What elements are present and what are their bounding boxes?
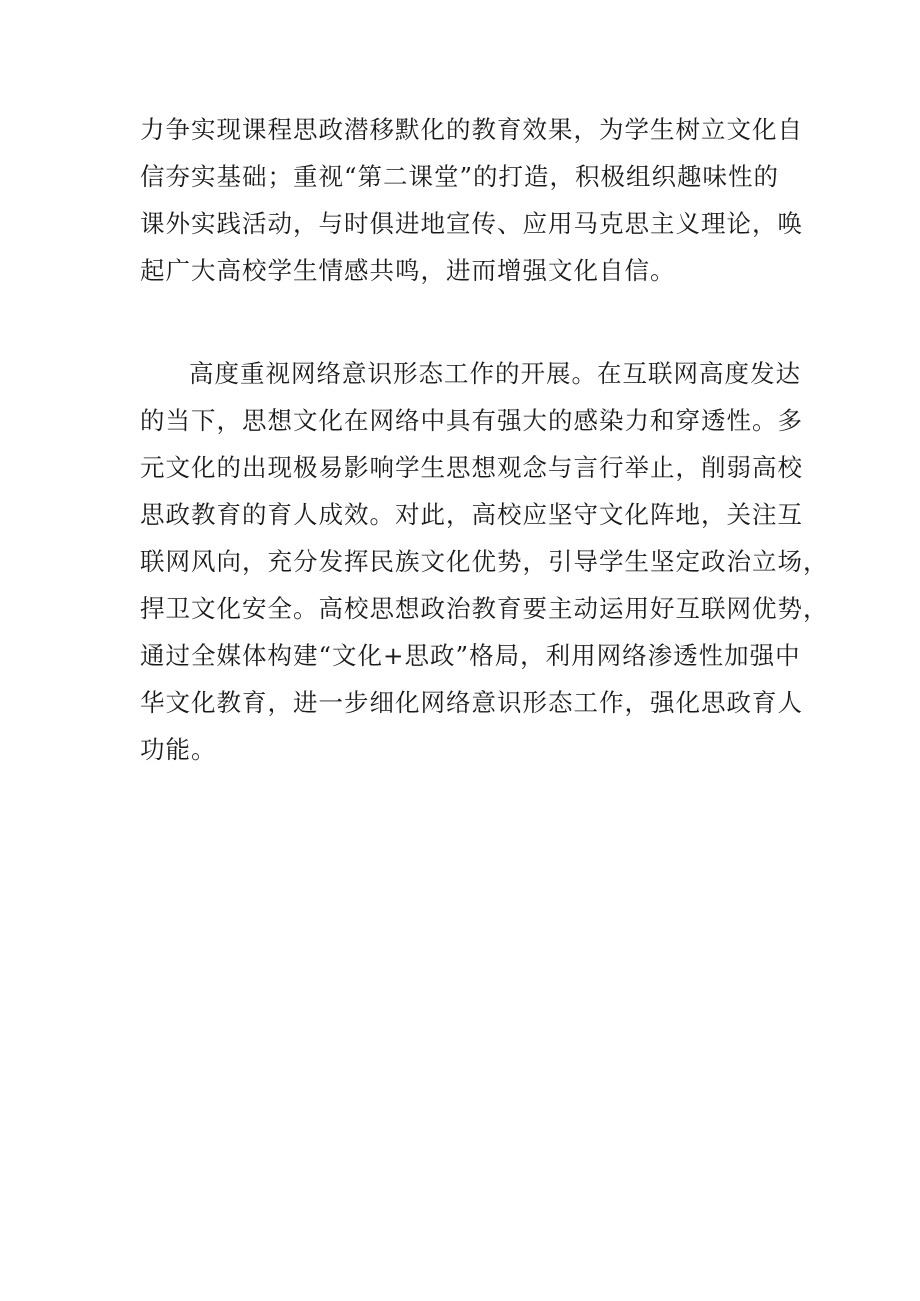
paragraph-line: 高度重视网络意识形态工作的开展。在互联网高度发达	[189, 359, 801, 388]
paragraph-1	[140, 106, 803, 294]
paragraph-line: 功能。	[140, 735, 217, 764]
paragraph-line: 思政教育的育人成效。对此，高校应坚守文化阵地，关注互	[140, 500, 803, 529]
paragraph-line: 信夯实基础；重视“第二课堂”的打造，积极组织趣味性的	[140, 162, 780, 191]
paragraph-line: 通过全媒体构建“文化+思政”格局，利用网络渗透性加强中	[140, 641, 801, 670]
paragraph-line: 力争实现课程思政潜移默化的教育效果，为学生树立文化自	[140, 115, 803, 144]
paragraph-line: 联网风向，充分发挥民族文化优势，引导学生坚定政治立场，	[140, 547, 829, 576]
paragraph-line: 捍卫文化安全。高校思想政治教育要主动运用好互联网优势，	[140, 594, 829, 623]
paragraph-line: 起广大高校学生情感共鸣，进而增强文化自信。	[140, 256, 676, 285]
paragraph-line: 元文化的出现极易影响学生思想观念与言行举止，削弱高校	[140, 453, 803, 482]
paragraph-line: 华文化教育，进一步细化网络意识形态工作，强化思政育人	[140, 688, 803, 717]
paragraph-line: 的当下，思想文化在网络中具有强大的感染力和穿透性。多	[140, 406, 803, 435]
paragraph-line: 课外实践活动，与时俱进地宣传、应用马克思主义理论，唤	[140, 209, 803, 238]
paragraph-2	[140, 350, 829, 773]
